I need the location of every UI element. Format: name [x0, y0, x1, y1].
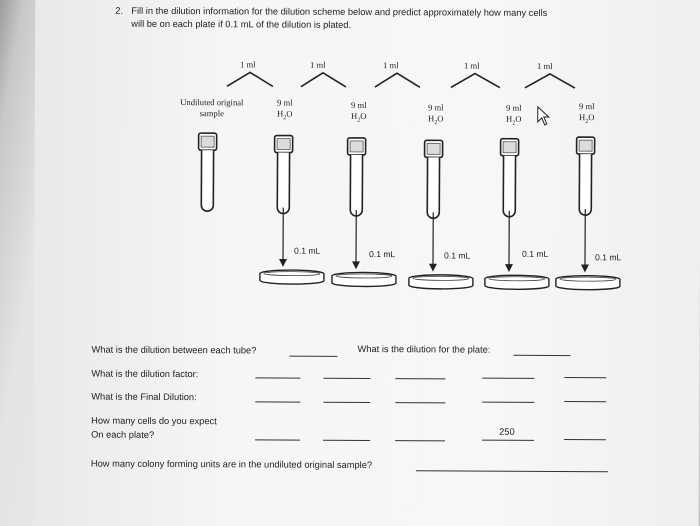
tube-1-label: 9 ml $H_2O$	[277, 97, 293, 122]
tube-2	[347, 138, 365, 216]
tube-2-label: 9 ml $H_2O$	[351, 99, 367, 124]
mouse-cursor-icon	[538, 107, 549, 125]
question-final-dilution: What is the Final Dilution:	[91, 391, 197, 403]
question-cfu-original: How many colony forming units are in the undiluted original sample?	[90, 458, 373, 471]
plate-5	[556, 275, 620, 289]
tube-3	[424, 140, 442, 218]
cells-blank-1[interactable]	[255, 439, 300, 440]
question-dilution-factor: What is the dilution factor:	[91, 368, 199, 380]
tube-5-label: 9 ml $H_2O$	[579, 101, 595, 125]
question-dilution-between-tubes: What is the dilution between each tube?	[91, 344, 257, 356]
transfer-label-4: 1 ml	[464, 60, 480, 71]
plating-label-3: 0.1 mL	[444, 250, 471, 261]
tube-3-label: 9 ml $H_2O$	[428, 102, 444, 127]
plate-3	[409, 275, 473, 289]
tube-4-label: 9 ml $H_2O$	[506, 102, 522, 127]
plating-label-2: 0.1 mL	[369, 249, 396, 260]
question-plate-dilution: What is the dilution for the plate:	[357, 343, 491, 355]
question-cells-line-2: On each plate?	[91, 429, 155, 440]
cells-blank-5[interactable]	[564, 439, 606, 440]
plate-2	[332, 272, 396, 286]
final-dilution-blank-1[interactable]	[255, 401, 300, 402]
transfer-label-1: 1 ml	[240, 59, 256, 70]
tube-original	[198, 133, 216, 211]
plating-label-1: 0.1 mL	[294, 245, 321, 256]
cells-answer-value: 250	[499, 426, 515, 437]
question-line-1: Fill in the dilution information for the dilution scheme below and predict approximately how many cells	[131, 5, 548, 18]
original-sample-label: Undiluted original sample	[180, 97, 244, 119]
question-line-2: will be on each plate if 0.1 mL of the dilution is plated.	[131, 18, 352, 30]
transfer-label-2: 1 ml	[310, 59, 326, 70]
tube-5	[576, 137, 594, 215]
plate-4	[485, 275, 549, 289]
dilution-diagram	[33, 0, 700, 526]
dilution-factor-blank-1[interactable]	[255, 377, 300, 378]
dilution-factor-blank-5[interactable]	[564, 377, 606, 378]
worksheet-page	[33, 0, 700, 526]
plating-label-5: 0.1 mL	[595, 252, 622, 263]
final-dilution-blank-5[interactable]	[564, 401, 606, 402]
plating-label-4: 0.1 mL	[522, 248, 549, 259]
plate-1	[260, 270, 324, 284]
tube-1	[274, 136, 292, 214]
transfer-label-3: 1 ml	[383, 60, 399, 71]
question-cells-line-1: How many cells do you expect	[91, 415, 217, 427]
tube-4	[500, 139, 518, 217]
transfer-label-5: 1 ml	[537, 60, 553, 71]
question-number: 2.	[115, 5, 124, 16]
